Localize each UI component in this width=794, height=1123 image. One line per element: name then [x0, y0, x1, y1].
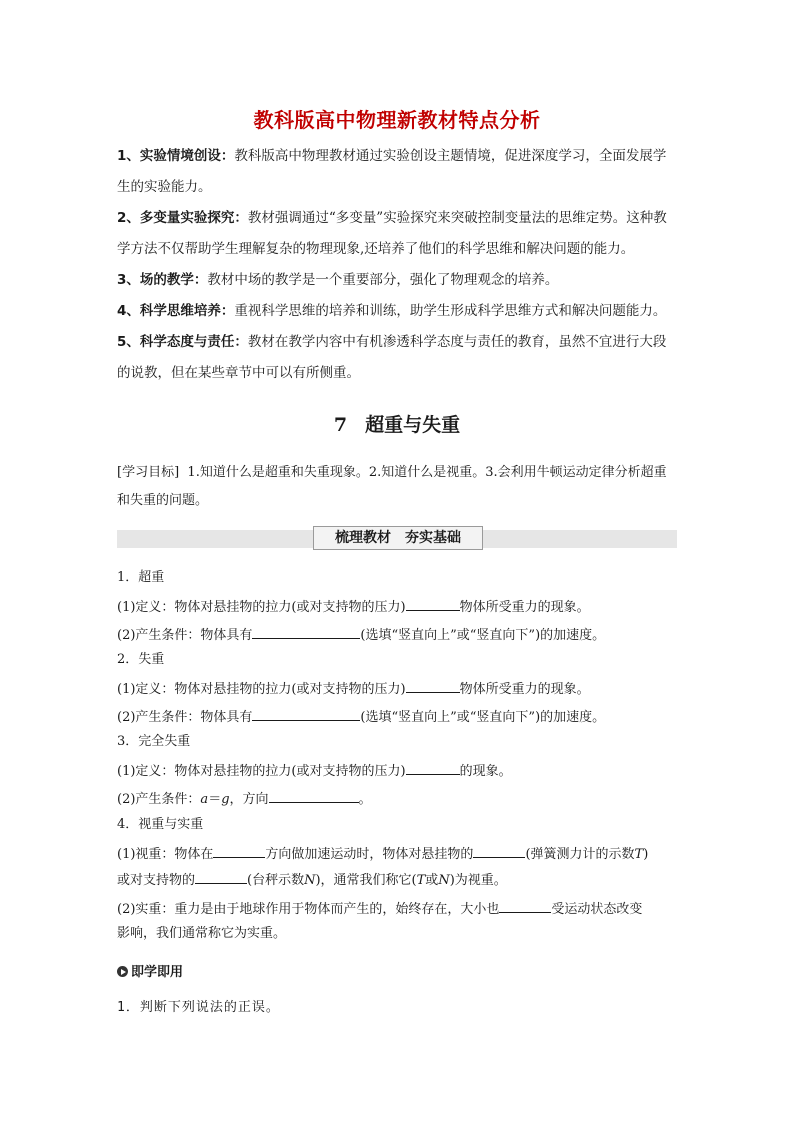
true-weight-line-2: 影响，我们通常称它为实重。: [117, 926, 287, 941]
practice-question-1: 1．判断下列说法的正误。: [117, 1000, 280, 1015]
answer-blank[interactable]: [252, 624, 360, 639]
apparent-weight-line-2: 或对支持物的 (台秤示数N)，通常我们称它(T或N)为视重。: [117, 869, 697, 891]
answer-blank[interactable]: [499, 898, 551, 913]
section-title: 7 超重与失重: [333, 414, 461, 436]
true-weight-line-1: (2)实重：重力是由于地球作用于物体而产生的，始终存在，大小也 受运动状态改变: [117, 898, 697, 920]
practice-heading: 即学即用: [117, 961, 183, 980]
overweight-condition: (2)产生条件：物体具有 (选填“竖直向上”或“竖直向下”)的加速度。: [117, 624, 697, 646]
weightlessness-condition: (2)产生条件：物体具有 (选填“竖直向上”或“竖直向下”)的加速度。: [117, 706, 697, 728]
answer-blank[interactable]: [406, 596, 460, 611]
heading-overweight: 1．超重: [117, 570, 165, 585]
feature-4: 4、科学思维培养：重视科学思维的培养和训练，助学生形成科学思维方式和解决问题能力。: [117, 303, 667, 319]
heading-weightlessness: 2．失重: [117, 652, 165, 667]
answer-blank[interactable]: [406, 678, 460, 693]
apparent-weight-line-1: (1)视重：物体在 方向做加速运动时，物体对悬挂物的 (弹簧测力计的示数T): [117, 843, 697, 865]
answer-blank[interactable]: [473, 843, 525, 858]
heading-apparent-weight: 4．视重与实重: [117, 817, 204, 832]
section-banner: [117, 530, 677, 548]
answer-blank[interactable]: [269, 788, 359, 803]
play-circle-icon: [117, 966, 128, 977]
banner-label: 梳理教材 夯实基础: [313, 526, 483, 550]
answer-blank[interactable]: [406, 760, 460, 775]
answer-blank[interactable]: [252, 706, 360, 721]
overweight-definition: (1)定义：物体对悬挂物的拉力(或对支持物的压力) 物体所受重力的现象。: [117, 596, 697, 618]
weightlessness-definition: (1)定义：物体对悬挂物的拉力(或对支持物的压力) 物体所受重力的现象。: [117, 678, 697, 700]
feature-3: 3、场的教学：教材中场的教学是一个重要部分，强化了物理观念的培养。: [117, 272, 559, 288]
complete-weightlessness-condition: (2)产生条件：a＝g，方向 。: [117, 788, 697, 810]
feature-5: 5、科学态度与责任：教材在教学内容中有机渗透科学态度与责任的教育，虽然不宜进行大段的说教，但在某些章节中可以有所侧重。: [117, 334, 667, 381]
answer-blank[interactable]: [213, 843, 265, 858]
feature-1: 1、实验情境创设：教科版高中物理教材通过实验创设主题情境，促进深度学习，全面发展学生的实验能力。: [117, 148, 667, 195]
learning-objectives: [学习目标] 1.知道什么是超重和失重现象。2.知道什么是视重。3.会利用牛顿运动定律分析超重和失重的问题。: [117, 465, 667, 508]
complete-weightlessness-definition: (1)定义：物体对悬挂物的拉力(或对支持物的压力) 的现象。: [117, 760, 697, 782]
heading-complete-weightlessness: 3．完全失重: [117, 734, 191, 749]
feature-2: 2、多变量实验探究：教材强调通过“多变量”实验探究来突破控制变量法的思维定势。这种教学方法不仅帮助学生理解复杂的物理现象,还培养了他们的科学思维和解决问题的能力。: [117, 210, 667, 257]
document-title: 教科版高中物理新教材特点分析: [253, 108, 541, 132]
answer-blank[interactable]: [195, 869, 247, 884]
